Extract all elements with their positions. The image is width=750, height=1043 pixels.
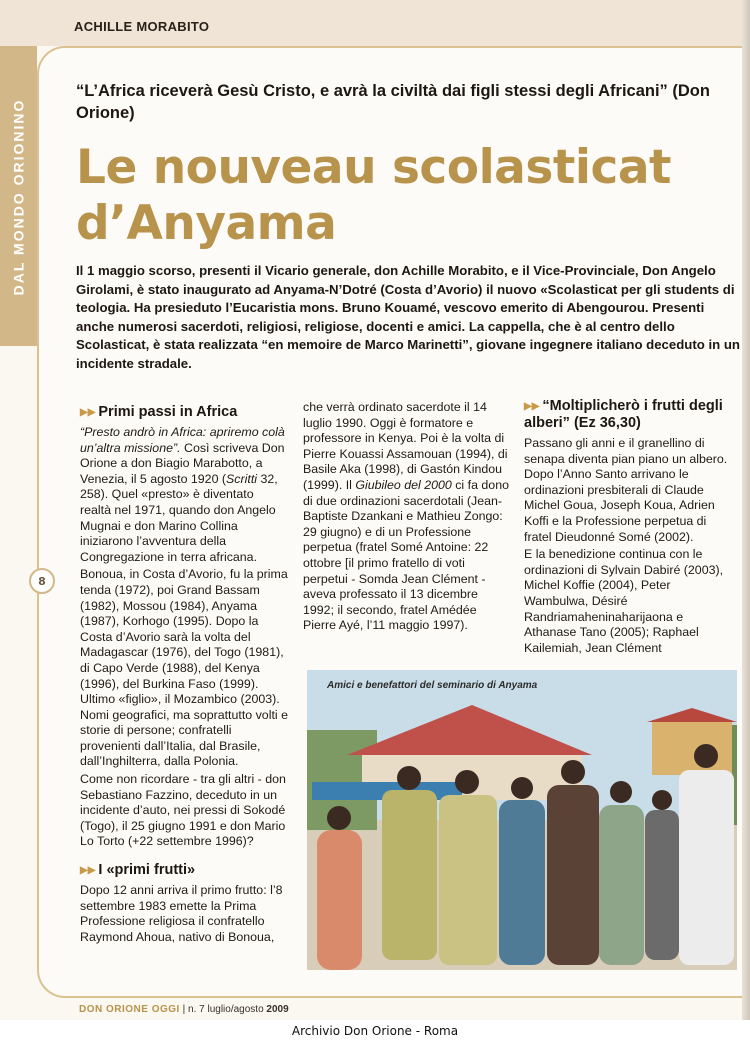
opening-quote: “L’Africa riceverà Gesù Cristo, e avrà la civiltà dai figli stessi degli Africani” (Don Orione) <box>76 82 710 122</box>
page-footer <box>79 1004 289 1015</box>
person-head <box>610 781 632 803</box>
title-line-1: Le nouveau scolasticat <box>76 140 671 195</box>
author-name: ACHILLE MORABITO <box>74 19 210 34</box>
person <box>679 770 734 965</box>
text-run: 32, 258). Quel «presto» è diventato realtà nel 1971, quando don Angelo Mugnai e don Marino Collina iniziarono l’avventura della Congregazione in terra africana. <box>80 471 278 564</box>
person-head <box>327 806 351 830</box>
section-label-text: DAL MONDO ORIONINO <box>10 98 26 296</box>
text-run: Così scriveva Don Orione a don Biagio Marabotto, a Venezia, il 5 agosto 1920 ( <box>80 440 285 486</box>
footer-separator: | <box>182 1004 189 1015</box>
text-run: ci fa dono di due ordinazioni sacerdotali (Jean-Baptiste Dzankani e Mathieu Zongo: 29 giugno) e di un Professione perpetua (fratel Somé Antoine: 22 ottobre [il primo fratello di voti perpetui - Somda Jean Clément - aveva professato il 13 dicembre 1992; il secondo, fratel Amédée Pierre Ayé, l’11 maggio 1997). <box>303 477 509 633</box>
magazine-name: DON ORIONE OGGI <box>79 1004 180 1015</box>
person-head <box>694 744 718 768</box>
column-3 <box>524 398 737 658</box>
column-2 <box>303 400 510 636</box>
person-head <box>511 777 533 799</box>
person <box>439 795 497 965</box>
section-heading <box>80 404 288 421</box>
title-line-2: d’Anyama <box>76 196 337 251</box>
lead-paragraph: Il 1 maggio scorso, presenti il Vicario generale, don Achille Morabito, e il Vice-Provinciale, Don Angelo Girolami, è stato inaugurato ad Anyama-N’Dotré (Costa d’Avorio) il nuovo «Scolasticat per gli students di teologia. Ha presieduto l’Eucaristia mons. Bruno Kouamé, vescovo emerito di Abengourou. Presenti anche numerosi sacerdoti, religiosi, religiose, docenti e amici. La cappella, che è al centro dello Scolasticat, è stata realizzata “en memoire de Marco Marinetti”, giovane ingegnere italiano deceduto in un incidente stradale. <box>76 263 740 371</box>
heading-text: “Moltiplicherò i frutti degli alberi” (Ez 36,30) <box>524 398 723 431</box>
article-title <box>76 140 741 252</box>
person-head <box>652 790 672 810</box>
section-heading <box>80 862 288 879</box>
person <box>499 800 545 965</box>
paragraph: Bonoua, in Costa d’Avorio, fu la prima tenda (1972), poi Grand Bassam (1982), Mossou (1984), Anyama (1987), Korhogo (1995). Dopo la Costa d’Avorio sarà la volta del Madagascar (1976), del Togo (1981), di Capo Verde (1988), del Kenya (1996), del Burkina Faso (1999). Ultimo «figlio», il Mozambico (2003). Nomi geografici, ma soprattutto volti e storie di persone; confratelli provenienti dall’Italia, dal Brasile, dall’Inghilterra, dalla Polonia. <box>80 567 288 769</box>
double-arrow-icon: ▶▶ <box>80 865 96 877</box>
paragraph: Come non ricordare - tra gli altri - don Sebastiano Fazzino, deceduto in un incidente d’auto, nei pressi di Sokodé (Togo), il 25 giugno 1991 e don Mario Lo Torto (+22 settembre 1996)? <box>80 772 286 849</box>
paragraph: Dopo 12 anni arriva il primo frutto: l’8 settembre 1983 emette la Prima Professione religiosa il confratello Raymond Ahoua, nativo di Bonoua, <box>80 883 283 944</box>
archive-credit: Archivio Don Orione - Roma <box>0 1020 750 1043</box>
spacer <box>80 852 288 862</box>
double-arrow-icon: ▶▶ <box>524 401 540 412</box>
paragraph: Passano gli anni e il granellino di senapa diventa pian piano un albero. Dopo l’Anno Santo arrivano le ordinazioni presbiterali di Claude Michel Goua, Joseph Koua, Adrien Koffi e la Professione perpetua di fratel Dieudonné Somé (2002). <box>524 436 728 544</box>
issue-label: n. 7 luglio/agosto <box>188 1004 264 1015</box>
person <box>317 830 362 970</box>
person-head <box>455 770 479 794</box>
person-head <box>561 760 585 784</box>
page-number: 8 <box>29 568 55 594</box>
column-1 <box>80 404 288 947</box>
group-photo <box>307 670 737 970</box>
photo-illustration <box>307 670 737 970</box>
house-right <box>652 720 732 775</box>
person <box>547 785 599 965</box>
photo-caption: Amici e benefattori del seminario di Anyama <box>327 680 538 691</box>
paragraph: E la benedizione continua con le ordinazioni di Sylvain Dabiré (2003), Michel Koffie (2004), Peter Wambulwa, Désiré Randriamaheninaharijaona e Athanase Tano (2005); Raphael Kailemiah, Jean Clément <box>524 547 724 655</box>
text-run: Scritti <box>226 471 258 486</box>
person <box>382 790 437 960</box>
heading-text: I «primi frutti» <box>98 862 196 879</box>
heading-text: Primi passi in Africa <box>98 404 238 420</box>
person-head <box>397 766 421 790</box>
paragraph <box>303 400 510 634</box>
text-run: che verrà ordinato sacerdote il 14 luglio 1990. Oggi è formatore e professore in Kenya. Poi è la volta di Pierre Kouassi Assamouan (1994), di Basile Aka (1998), di Gastón Kindou (1999). Il <box>303 400 508 492</box>
section-heading <box>524 398 737 432</box>
double-arrow-icon: ▶▶ <box>80 407 96 418</box>
paragraph <box>80 425 288 565</box>
issue-year: 2009 <box>266 1004 289 1015</box>
person <box>645 810 679 960</box>
quoted-text: “Presto andrò in Africa: apriremo colà un’altra missione”. <box>80 425 285 455</box>
person <box>599 805 644 965</box>
text-run: Giubileo del 2000 <box>355 477 452 492</box>
section-label <box>2 52 34 342</box>
page-edge <box>742 0 750 1020</box>
